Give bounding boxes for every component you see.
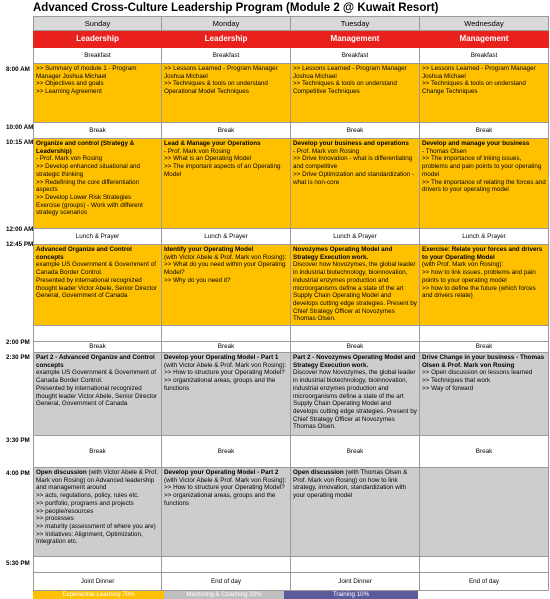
theme-tuesday: Management xyxy=(291,31,420,48)
session-line: - Thomas Olsen xyxy=(422,147,467,155)
session-line: >> Develop Lower Risk Strategies xyxy=(36,193,132,201)
time-label: 12:00 AM xyxy=(6,226,34,233)
evening-cell: End of day xyxy=(420,573,549,591)
break-cell: Break xyxy=(162,342,291,353)
session-line: >> how to link issues, problems and pain points to your operating model xyxy=(422,269,536,284)
empty-cell xyxy=(291,326,420,342)
session-line: >> Develop enhanced situational and strategic thinking xyxy=(36,163,140,178)
empty-cell xyxy=(420,557,549,573)
time-label: 3:30 PM xyxy=(6,437,30,444)
theme-monday: Leadership xyxy=(162,31,291,48)
session-row-1015 xyxy=(33,139,549,229)
session-row-0800 xyxy=(33,64,549,123)
theme-row xyxy=(33,31,549,48)
session-cell xyxy=(291,245,420,326)
break-cell: Break xyxy=(420,342,549,353)
session-heading: Part 2 - Advanced Organize and Control concepts xyxy=(36,354,155,369)
break-cell: Break xyxy=(291,342,420,353)
page-title: Advanced Cross-Culture Leadership Program (Module 2 @ Kuwait Resort) xyxy=(33,2,439,14)
break-cell: Break xyxy=(162,123,291,139)
break-row xyxy=(33,342,549,353)
session-row-1600 xyxy=(33,468,549,557)
session-line: Presented by international recognized thought leader Victor Abele, Senior Director General, Government of Canada xyxy=(36,384,157,408)
session-cell xyxy=(33,468,162,557)
session-line: >> processes xyxy=(36,515,74,523)
time-label: 12:45 PM xyxy=(6,241,34,248)
evening-cell: Joint Dinner xyxy=(291,573,420,591)
session-line: Discover how Novozymes, the global leader in industrial biotechnology, bioinnovation, industrial enzymes production and microorganisms define a state of the art Supply Chain Operating Model and develops cutting edge strategies. Present by Chief Strategy Officer at Novozymes Thomas Olsen. xyxy=(293,261,417,323)
evening-cell: End of day xyxy=(162,573,291,591)
session-line: Discover how Novozymes, the global leader in industrial biotechnology, bioinnovation, industrial enzymes production and microorganisms define a state of the art Supply Chain Operating Model and develops cutting edge strategies. Present by Chief Strategy Officer at Novozymes Thomas Olsen. xyxy=(293,369,417,431)
time-label: 5:30 PM xyxy=(6,560,30,567)
day-header-row xyxy=(33,16,549,31)
session-line: >> Techniques & tools on understand Operational Model Techniques xyxy=(164,80,268,96)
session-line: >> Why do you need it? xyxy=(164,276,231,284)
session-line: (with Victor Abele & Prof. Mark von Rosing): xyxy=(164,361,287,369)
break-cell: Break xyxy=(162,436,291,468)
session-line: >> Objectives and goals xyxy=(36,80,104,88)
session-line: >> Open discussion on lessons learned xyxy=(422,369,533,377)
session-line: >> Redefining the core differentiation aspects xyxy=(36,178,140,194)
session-line: >> maturity (assessment of where you are) xyxy=(36,522,156,530)
session-line: (with Victor Abele & Prof. Mark von Rosing): xyxy=(164,476,287,484)
break-cell: Break xyxy=(33,436,162,468)
session-cell xyxy=(420,353,549,436)
empty-cell xyxy=(162,557,291,573)
session-line: >> How to structure your Operating Model? xyxy=(164,369,285,377)
session-row-1430 xyxy=(33,353,549,436)
lunch-cell: Lunch & Prayer xyxy=(162,229,291,245)
day-sunday: Sunday xyxy=(33,16,162,31)
session-heading: Open discussion xyxy=(36,469,87,476)
session-line: >> acts, regulations, policy, rules etc. xyxy=(36,492,140,500)
day-tuesday: Tuesday xyxy=(291,16,420,31)
session-cell xyxy=(33,353,162,436)
session-cell xyxy=(420,468,549,557)
session-heading: Drive Change in your business - Thomas Olsen & Prof. Mark von Rosing xyxy=(422,354,545,369)
lunch-cell: Lunch & Prayer xyxy=(420,229,549,245)
session-line: >> Drive Innovation - what is differentiating and competitive xyxy=(293,155,413,171)
session-line: >> organizational areas, groups and the functions xyxy=(164,492,276,507)
session-cell xyxy=(162,245,291,326)
session-line: (with Thomas Olsen & Prof. Mark von Rosing) on how to link strategy, innovation, standardization with your operating model xyxy=(293,469,408,500)
legend-mentoring: Mentoring & Coaching 20% xyxy=(164,591,284,599)
break-cell: Break xyxy=(33,342,162,353)
empty-cell xyxy=(33,557,162,573)
break-cell: Break xyxy=(420,123,549,139)
lunch-cell: Lunch & Prayer xyxy=(33,229,162,245)
lunch-row xyxy=(33,229,549,245)
session-cell xyxy=(420,64,549,123)
session-line: (with Victor Abele & Prof. Mark von Rosing) on Advanced leadership and management around xyxy=(36,469,159,492)
session-heading: Develop your Operating Model - Part 2 xyxy=(164,469,279,476)
session-line: example US Government & Government of Canada Border Control. xyxy=(36,369,157,385)
session-cell xyxy=(33,245,162,326)
breakfast-cell: Breakfast xyxy=(420,48,549,64)
session-heading: Organize and control (Strategy & Leadership) xyxy=(36,140,135,155)
session-line: Exercise (groups) - Work with different strategy scenarios xyxy=(36,201,143,217)
lunch-cell: Lunch & Prayer xyxy=(291,229,420,245)
evening-cell: Joint Dinner xyxy=(33,573,162,591)
session-line: - Prof. Mark von Rosing xyxy=(36,155,103,163)
session-line: >> What do you need within your Operating Model? xyxy=(164,261,286,277)
session-heading: Exercise: Relate your forces and drivers to your Operating Model xyxy=(422,246,543,261)
session-line: (with Prof. Mark von Rosing): xyxy=(422,261,504,269)
spacer-row xyxy=(33,326,549,342)
session-cell xyxy=(291,353,420,436)
time-label: 10:00 AM xyxy=(6,124,34,131)
breakfast-row xyxy=(33,48,549,64)
session-heading: Develop and manage your business xyxy=(422,140,530,147)
breakfast-cell: Breakfast xyxy=(291,48,420,64)
theme-sunday: Leadership xyxy=(33,31,162,48)
session-cell xyxy=(291,139,420,229)
break-cell: Break xyxy=(420,436,549,468)
session-line: - Prof. Mark von Rosing xyxy=(164,147,231,155)
breakfast-cell: Breakfast xyxy=(162,48,291,64)
session-line: >> The important aspects of an Operating Model xyxy=(164,163,281,178)
empty-cell xyxy=(291,557,420,573)
day-wednesday: Wednesday xyxy=(420,16,549,31)
session-heading: Novozymes Operating Model and Strategy Execution work. xyxy=(293,246,393,261)
session-cell xyxy=(291,64,420,123)
session-heading: Part 2 - Novozymes Operating Model and Strategy Execution work. xyxy=(293,354,416,369)
session-heading: Identify your Operating Model xyxy=(164,246,254,253)
session-heading: Develop your business and operations xyxy=(293,140,409,147)
session-line: >> The importance of inking issues, problems and pain points to your operating model xyxy=(422,155,542,178)
session-cell xyxy=(291,468,420,557)
session-line: >> Way of forward xyxy=(422,384,474,392)
theme-wednesday: Management xyxy=(420,31,549,48)
session-line: >> Drive Optimization and standardization - what is non-core xyxy=(293,170,415,186)
session-line: (with Victor Abele & Prof. Mark von Rosing): xyxy=(164,253,287,261)
session-line: >> Learning Agreement xyxy=(36,88,102,96)
session-heading: Develop your Operating Model - Part 1 xyxy=(164,354,279,361)
session-cell xyxy=(162,353,291,436)
empty-cell xyxy=(33,326,162,342)
session-heading: Lead & Manage your Operations xyxy=(164,140,261,147)
time-label: 10:15 AM xyxy=(6,139,34,146)
session-cell xyxy=(420,139,549,229)
time-label: 2:00 PM xyxy=(6,339,30,346)
session-line: >> Summary of module 1 - Program Manager Joshua Michael xyxy=(36,65,137,80)
empty-cell xyxy=(420,326,549,342)
session-line: - Prof. Mark von Rosing xyxy=(293,147,360,155)
day-monday: Monday xyxy=(162,16,291,31)
legend-experiential: Experiential Learning 70% xyxy=(33,591,164,599)
time-label: 2:30 PM xyxy=(6,354,30,361)
session-cell xyxy=(162,139,291,229)
session-cell xyxy=(162,468,291,557)
session-line: >> How to structure your Operating Model? xyxy=(164,484,285,492)
break-cell: Break xyxy=(291,123,420,139)
session-line: >> Initiatives: Alignment, Optimization, Integration etc. xyxy=(36,530,143,546)
session-heading: Open discussion xyxy=(293,469,344,476)
time-label: 4:00 PM xyxy=(6,470,30,477)
breakfast-cell: Breakfast xyxy=(33,48,162,64)
session-heading: Advanced Organize and Control concepts xyxy=(36,246,132,261)
session-line: >> What is an Operating Model xyxy=(164,155,252,163)
spacer-row xyxy=(33,557,549,573)
session-line: >> people/resources xyxy=(36,507,94,515)
time-label: 8:00 AM xyxy=(6,66,30,73)
break-cell: Break xyxy=(291,436,420,468)
evening-row xyxy=(33,573,549,591)
empty-cell xyxy=(162,326,291,342)
session-line: >> Techniques that work xyxy=(422,377,491,385)
session-line: example US Government & Government of Canada Border Control. xyxy=(36,261,157,277)
legend-training: Training 10% xyxy=(284,591,418,599)
session-line: >> how to define the future (which forces and drivers relate) xyxy=(422,284,536,300)
break-row xyxy=(33,436,549,468)
session-line: >> The importance of relating the forces and drivers to your operating model xyxy=(422,178,546,194)
session-line: >> portfolio, programs and projects xyxy=(36,499,134,507)
session-cell xyxy=(33,64,162,123)
break-row xyxy=(33,123,549,139)
session-line: >> Lessons Learned - Program Manager Joshua Michael xyxy=(422,65,536,80)
session-line: >> Lessons Learned - Program Manager Joshua Michael xyxy=(293,65,407,80)
session-cell xyxy=(33,139,162,229)
session-line: >> Techniques & tools on understand Competitive Techniques xyxy=(293,80,397,96)
session-line: >> Techniques & tools on understand Change Techniques xyxy=(422,80,526,96)
session-row-1245 xyxy=(33,245,549,326)
session-line: Presented by international recognized thought leader Victor Abele, Senior Director General, Government of Canada xyxy=(36,276,157,300)
session-cell xyxy=(162,64,291,123)
session-cell xyxy=(420,245,549,326)
session-line: >> organizational areas, groups and the functions xyxy=(164,377,276,392)
break-cell: Break xyxy=(33,123,162,139)
session-line: >> Lessons Learned - Program Manager Joshua Michael xyxy=(164,65,278,80)
